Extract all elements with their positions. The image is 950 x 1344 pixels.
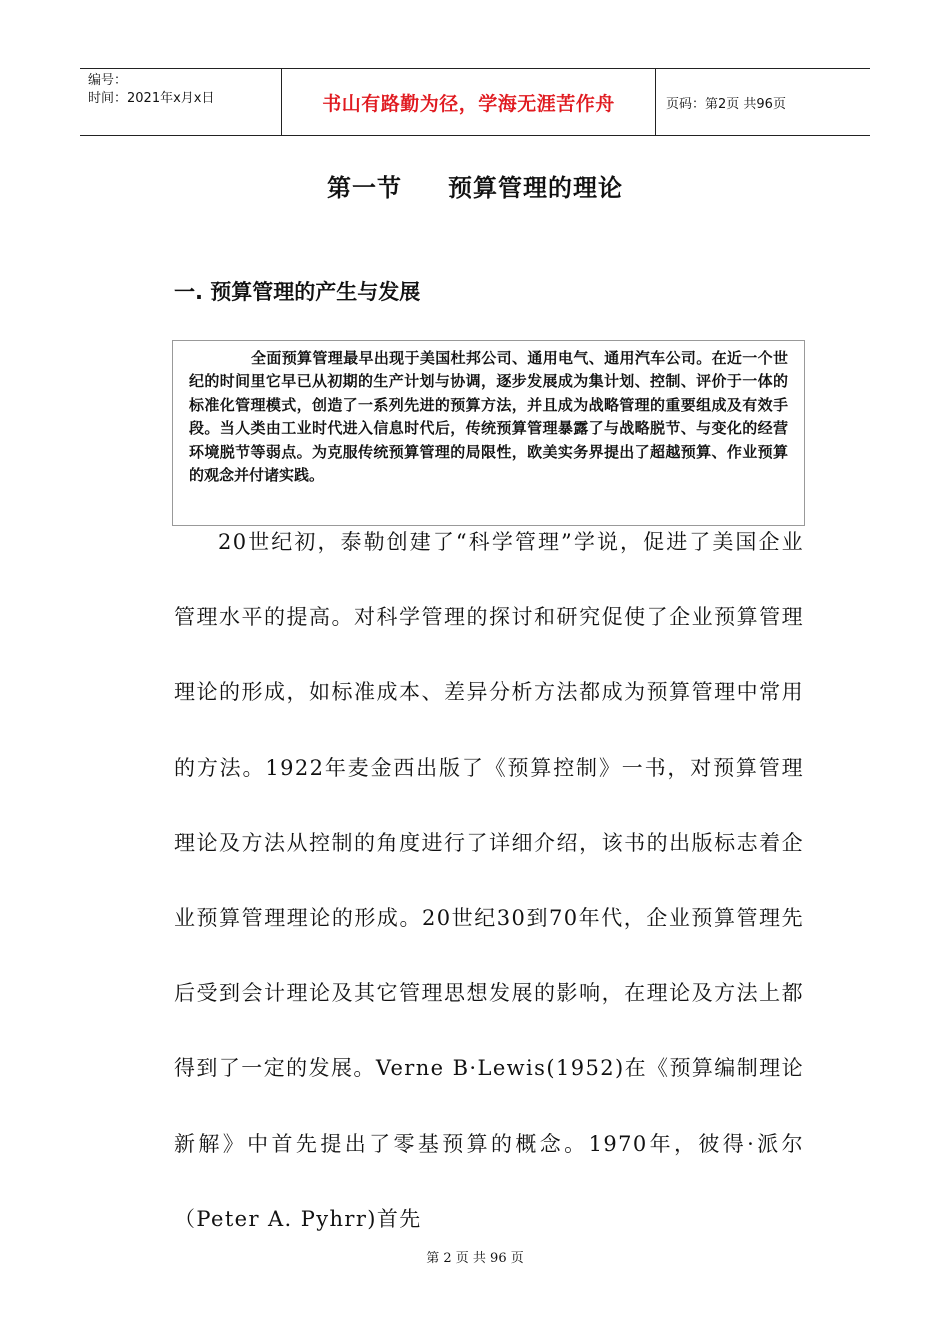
page-footer: 第 2 页 共 96 页 <box>426 1251 524 1266</box>
header-meta <box>80 69 282 135</box>
header-page-code: 页码：第2页 共96页 <box>666 96 786 112</box>
body-paragraph: 20世纪初，泰勒创建了“科学管理”学说，促进了美国企业管理水平的提高。对科学管理的探讨和研究促使了企业预算管理理论的形成，如标准成本、差异分析方法都成为预算管理中常用的方法。1922年麦金西出版了《预算控制》一书，对预算管理理论及方法从控制的角度进行了详细介绍，该书的出版标志着企业预算管理理论的形成。20世纪30到70年代，企业预算管理先后受到会计理论及其它管理思想发展的影响，在理论及方法上都得到了一定的发展。Verne B·Lewis(1952)在《预算编制理论新解》中首先提出了零基预算的概念。1970年，彼得·派尔（Peter A. Pyhrr)首先 <box>174 530 804 1231</box>
time-label: 时间：2021年x月x日 <box>88 91 215 106</box>
page-header <box>80 68 870 136</box>
header-motto: 书山有路勤为径，学海无涯苦作舟 <box>282 69 656 135</box>
section-name: 预算管理的理论 <box>448 174 623 202</box>
abstract-box: 全面预算管理最早出现于美国杜邦公司、通用电气、通用汽车公司。在近一个世纪的时间里它早已从初期的生产计划与协调，逐步发展成为集计划、控制、评价于一体的标准化管理模式，创造了一系列先进的预算方法，并且成为战略管理的重要组成及有效手段。当人类由工业时代进入信息时代后，传统预算管理暴露了与战略脱节、与变化的经营环境脱节等弱点。为克服传统预算管理的局限性，欧美实务界提出了超越预算、作业预算的观念并付诸实践。 <box>172 340 805 526</box>
section-title <box>0 168 950 203</box>
subsection-title: 一. 预算管理的产生与发展 <box>174 280 421 304</box>
section-number: 第一节 <box>327 174 402 202</box>
number-label: 编号： <box>88 73 128 88</box>
